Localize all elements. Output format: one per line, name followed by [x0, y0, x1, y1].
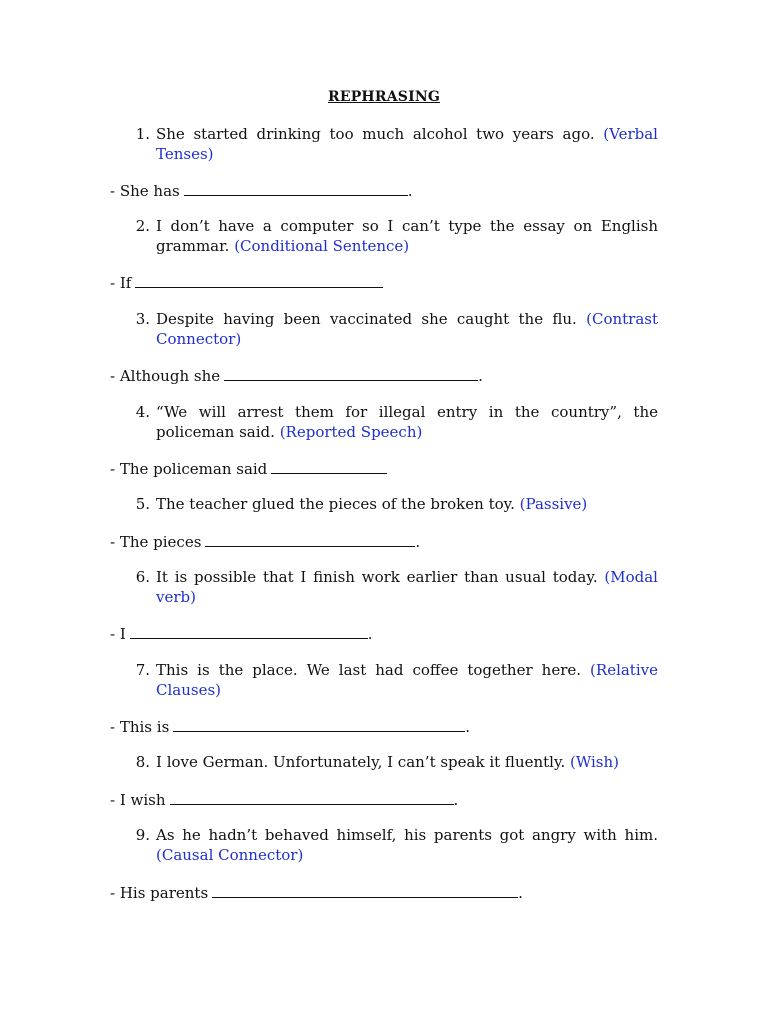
answer-line-3 — [110, 366, 483, 387]
exercise-topic: (Relative Clauses) — [156, 661, 658, 699]
exercise-topic: (Passive) — [519, 495, 588, 513]
answer-line-1 — [110, 181, 413, 202]
exercise-number: 7. — [135, 661, 150, 679]
answer-prefix: - This is — [110, 718, 170, 736]
exercise-topic: (Modal verb) — [156, 568, 658, 606]
exercise-sentence: The teacher glued the pieces of the broken toy. — [156, 495, 515, 513]
answer-suffix: . — [415, 533, 421, 551]
exercise-number: 9. — [135, 826, 150, 844]
exercise-sentence: As he hadn’t behaved himself, his parents got angry with him. — [156, 826, 658, 844]
answer-suffix: . — [367, 625, 373, 643]
answer-prefix: - I — [110, 625, 126, 643]
exercise-5 — [135, 495, 658, 515]
answer-prefix: - I wish — [110, 791, 166, 809]
exercise-7 — [135, 661, 658, 700]
exercise-topic: (Verbal Tenses) — [156, 125, 658, 163]
answer-suffix: . — [453, 791, 459, 809]
answer-suffix: . — [518, 884, 523, 902]
exercise-number: 3. — [135, 310, 150, 328]
exercise-number: 8. — [135, 753, 150, 771]
exercise-sentence: I don’t have a computer so I can’t type the essay on English grammar. — [156, 217, 658, 255]
answer-prefix: - The policeman said — [110, 460, 268, 478]
exercise-sentence: “We will arrest them for illegal entry in the country”, the policeman said. — [156, 403, 658, 441]
answer-prefix: - Although she — [110, 367, 221, 385]
answer-suffix: . — [407, 182, 413, 200]
answer-prefix: - The pieces — [110, 533, 202, 551]
exercise-9 — [135, 826, 658, 865]
exercise-3 — [135, 310, 658, 349]
answer-blank[interactable] — [184, 181, 408, 196]
exercise-sentence: Despite having been vaccinated she caught the flu. — [156, 310, 577, 328]
answer-blank[interactable] — [224, 366, 478, 381]
answer-prefix: - She has — [110, 182, 180, 200]
exercise-topic: (Contrast Connector) — [156, 310, 658, 348]
exercise-topic: (Wish) — [570, 753, 620, 771]
exercise-topic: (Causal Connector) — [156, 845, 304, 864]
exercise-number: 6. — [135, 568, 150, 586]
exercise-number: 2. — [135, 217, 150, 235]
exercise-number: 1. — [135, 125, 150, 143]
answer-prefix: - His parents — [110, 884, 209, 902]
answer-line-2 — [110, 273, 383, 294]
exercise-topic: (Reported Speech) — [279, 422, 423, 441]
answer-blank[interactable] — [135, 273, 383, 288]
exercise-sentence: She started drinking too much alcohol two years ago. — [156, 125, 595, 143]
exercise-number: 5. — [135, 495, 150, 513]
exercise-8 — [135, 753, 658, 773]
answer-blank[interactable] — [271, 459, 387, 474]
exercise-number: 4. — [135, 403, 150, 421]
answer-line-7 — [110, 717, 470, 738]
answer-blank[interactable] — [205, 532, 415, 547]
exercise-1 — [135, 125, 658, 164]
exercise-6 — [135, 568, 658, 607]
exercise-2 — [135, 217, 658, 256]
document-title: REPHRASING — [328, 89, 440, 105]
answer-line-6 — [110, 624, 373, 645]
exercise-sentence: It is possible that I finish work earlier than usual today. — [156, 568, 598, 586]
answer-prefix: - If — [110, 274, 132, 292]
exercise-sentence: I love German. Unfortunately, I can’t speak it fluently. — [156, 753, 566, 771]
answer-line-9 — [110, 883, 523, 904]
answer-blank[interactable] — [173, 717, 465, 732]
exercise-topic: (Conditional Sentence) — [234, 236, 410, 255]
answer-suffix: . — [478, 367, 483, 385]
answer-blank[interactable] — [170, 790, 454, 805]
answer-line-5 — [110, 532, 420, 553]
answer-blank[interactable] — [212, 883, 518, 898]
answer-line-4 — [110, 459, 387, 480]
answer-suffix: . — [465, 718, 471, 736]
answer-blank[interactable] — [130, 624, 368, 639]
answer-line-8 — [110, 790, 458, 811]
exercise-4 — [135, 403, 658, 442]
exercise-sentence: This is the place. We last had coffee together here. — [156, 661, 582, 679]
